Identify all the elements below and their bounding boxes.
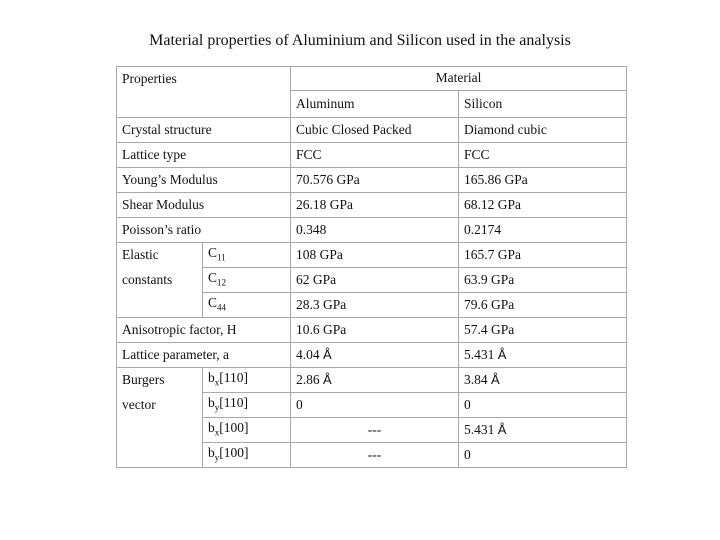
row-label: Lattice parameter, a — [117, 343, 291, 368]
table-row — [117, 418, 627, 443]
c11-symbol: $C_{11}$ — [203, 243, 291, 268]
silicon-value: 5.431 Å — [459, 418, 627, 443]
elastic-label-bottom: constants — [117, 268, 203, 293]
table-title: Material properties of Aluminium and Silicon used in the analysis — [149, 32, 571, 49]
bx110-symbol: $b_x[110]$ — [203, 368, 291, 393]
row-label: Lattice type — [117, 143, 291, 168]
aluminum-value: 70.576 GPa — [291, 168, 459, 193]
silicon-value: 0.2174 — [459, 218, 627, 243]
table-row — [117, 368, 627, 393]
burgers-label-bottom: vector — [117, 393, 203, 418]
aluminum-value: 108 GPa — [291, 243, 459, 268]
aluminum-value: 2.86 Å — [291, 368, 459, 393]
aluminum-value: FCC — [291, 143, 459, 168]
aluminum-value: --- — [291, 418, 459, 443]
silicon-value: 79.6 GPa — [459, 293, 627, 318]
row-label: Crystal structure — [117, 118, 291, 143]
table-row — [117, 393, 627, 418]
aluminum-value: --- — [291, 443, 459, 468]
aluminum-value: 28.3 GPa — [291, 293, 459, 318]
table-row — [117, 343, 627, 368]
aluminum-value: 0.348 — [291, 218, 459, 243]
aluminum-value: 10.6 GPa — [291, 318, 459, 343]
elastic-label-top: Elastic — [117, 243, 203, 268]
material-properties-table — [116, 66, 627, 468]
aluminum-value: 26.18 GPa — [291, 193, 459, 218]
silicon-value: 63.9 GPa — [459, 268, 627, 293]
aluminum-value: 0 — [291, 393, 459, 418]
table-row — [117, 243, 627, 268]
by110-symbol: $b_y[110]$ — [203, 393, 291, 418]
c12-symbol: $C_{12}$ — [203, 268, 291, 293]
silicon-value: 68.12 GPa — [459, 193, 627, 218]
silicon-value: 3.84 Å — [459, 368, 627, 393]
table-row — [117, 293, 627, 318]
row-label: Anisotropic factor, H — [117, 318, 291, 343]
aluminum-value: Cubic Closed Packed — [291, 118, 459, 143]
silicon-value: 5.431 Å — [459, 343, 627, 368]
burgers-label-empty — [117, 418, 203, 443]
header-aluminum: Aluminum — [291, 91, 459, 118]
silicon-value: FCC — [459, 143, 627, 168]
table-row — [117, 193, 627, 218]
header-material: Material — [291, 67, 627, 91]
table-header-row — [117, 67, 627, 91]
table-row — [117, 143, 627, 168]
aluminum-value: 4.04 Å — [291, 343, 459, 368]
by100-symbol: $b_y[100]$ — [203, 443, 291, 468]
c44-symbol: $C_{44}$ — [203, 293, 291, 318]
elastic-label-empty — [117, 293, 203, 318]
table-row — [117, 318, 627, 343]
burgers-label-top: Burgers — [117, 368, 203, 393]
table-row — [117, 443, 627, 468]
burgers-label-empty — [117, 443, 203, 468]
aluminum-value: 62 GPa — [291, 268, 459, 293]
table-row — [117, 268, 627, 293]
silicon-value: 0 — [459, 443, 627, 468]
table-row — [117, 218, 627, 243]
silicon-value: Diamond cubic — [459, 118, 627, 143]
table-row — [117, 118, 627, 143]
table-row — [117, 168, 627, 193]
header-silicon: Silicon — [459, 91, 627, 118]
row-label: Poisson’s ratio — [117, 218, 291, 243]
row-label: Shear Modulus — [117, 193, 291, 218]
silicon-value: 0 — [459, 393, 627, 418]
silicon-value: 57.4 GPa — [459, 318, 627, 343]
bx100-symbol: $b_x[100]$ — [203, 418, 291, 443]
silicon-value: 165.7 GPa — [459, 243, 627, 268]
row-label: Young’s Modulus — [117, 168, 291, 193]
silicon-value: 165.86 GPa — [459, 168, 627, 193]
header-properties: Properties — [117, 67, 291, 118]
